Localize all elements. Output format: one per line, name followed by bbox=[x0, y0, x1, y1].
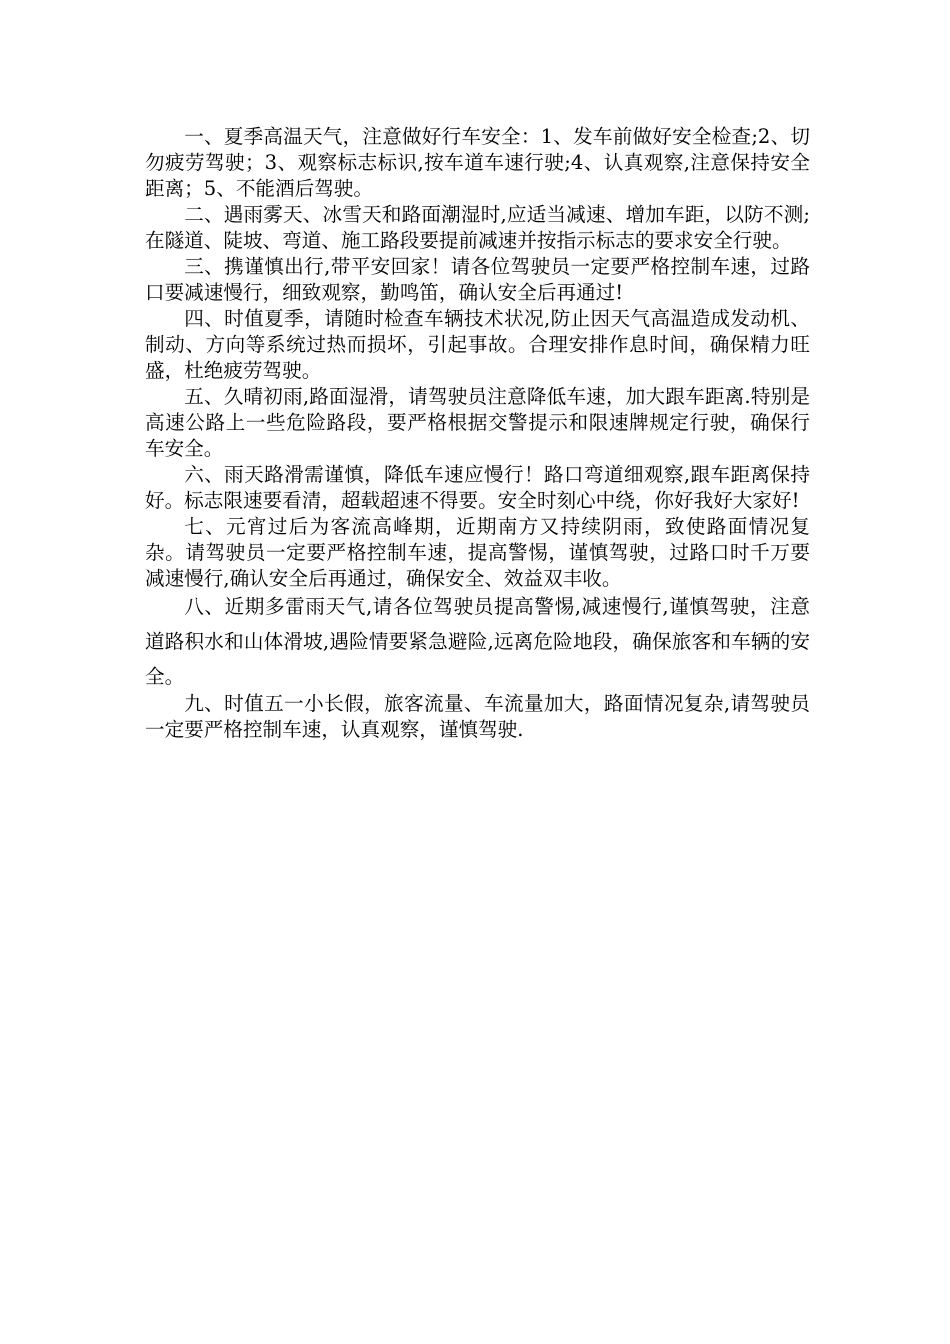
paragraph-9: 九、时值五一小长假，旅客流量、车流量加大，路面情况复杂,请驾驶员一定要严格控制车速，认真观察，谨慎驾驶. bbox=[145, 692, 810, 741]
paragraph-7: 七、元宵过后为客流高峰期，近期南方又持续阴雨，致使路面情况复杂。请驾驶员一定要严格控制车速，提高警惕，谨慎驾驶，过路口时千万要减速慢行,确认安全后再通过，确保安全、效益双丰收。 bbox=[145, 515, 810, 590]
paragraph-2: 二、遇雨雾天、冰雪天和路面潮湿时,应适当减速、增加车距，以防不测;在隧道、陡坡、弯道、施工路段要提前减速并按指示标志的要求安全行驶。 bbox=[145, 203, 810, 252]
paragraph-4: 四、时值夏季，请随时检查车辆技术状况,防止因天气高温造成发动机、制动、方向等系统过热而损坏，引起事故。合理安排作息时间，确保精力旺盛，杜绝疲劳驾驶。 bbox=[145, 307, 810, 382]
paragraph-5: 五、久晴初雨,路面湿滑，请驾驶员注意降低车速，加大跟车距离.特别是高速公路上一些危险路段，要严格根据交警提示和限速牌规定行驶，确保行车安全。 bbox=[145, 385, 810, 460]
document-body bbox=[145, 124, 810, 743]
paragraph-3: 三、携谨慎出行,带平安回家！请各位驾驶员一定要严格控制车速，过路口要减速慢行，细致观察，勤鸣笛，确认安全后再通过! bbox=[145, 255, 810, 304]
paragraph-8: 八、近期多雷雨天气,请各位驾驶员提高警惕,减速慢行,谨慎驾驶，注意道路积水和山体滑坡,遇险情要紧急避险,远离危险地段，确保旅客和车辆的安全。 bbox=[145, 595, 810, 688]
paragraph-1: 一、夏季高温天气，注意做好行车安全：1、发车前做好安全检查;2、切勿疲劳驾驶；3、观察标志标识,按车道车速行驶;4、认真观察,注意保持安全距离；5、不能酒后驾驶。 bbox=[145, 125, 810, 200]
paragraph-6: 六、雨天路滑需谨慎，降低车速应慢行！路口弯道细观察,跟车距离保持好。标志限速要看清，超载超速不得要。安全时刻心中绕，你好我好大家好! bbox=[145, 463, 810, 512]
